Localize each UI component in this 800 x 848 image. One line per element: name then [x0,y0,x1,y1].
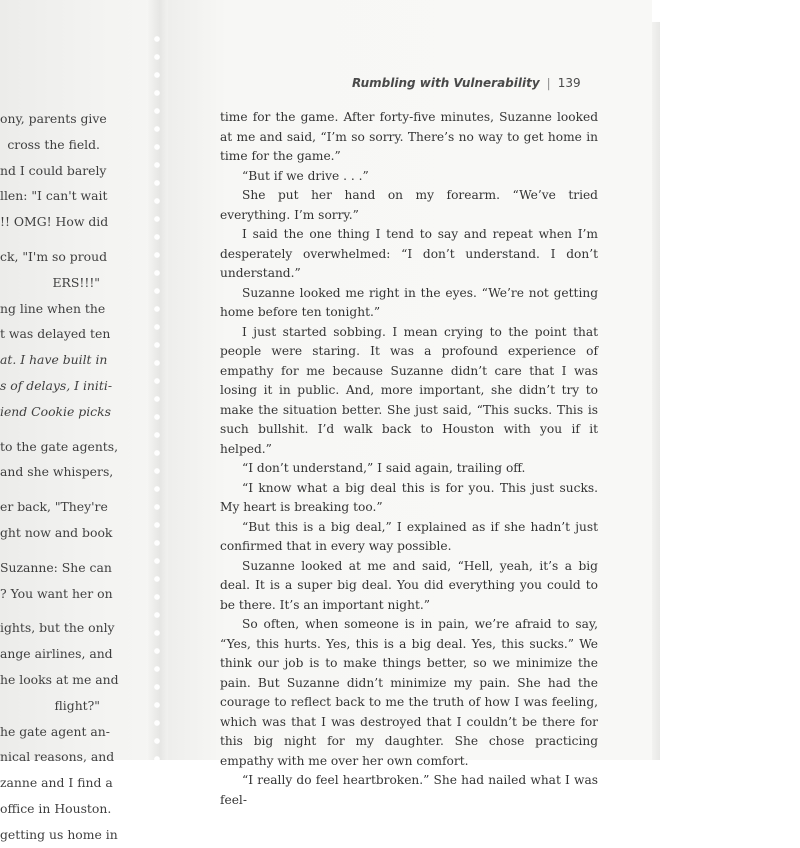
paragraph: She put her hand on my forearm. “We’ve tried everything. I’m sorry.” [220,188,598,222]
paragraph: “I don’t understand,” I said again, trailing off. [242,461,526,475]
left-page-line: office in Houston. [0,800,112,816]
paragraph: “I really do feel heartbroken.” She had nailed what I was feel- [220,773,598,807]
left-page-line: he gate agent an- [0,723,110,739]
paragraph: time for the game. After forty-five minutes, Suzanne looked at me and said, “I’m so sorry. There’s no way to get home in time for the game.” [220,110,598,163]
paragraph: “I know what a big deal this is for you. This just sucks. My heart is breaking too.” [220,480,598,514]
left-page-line: nd I could barely [0,162,107,178]
left-page-line: cross the field. [7,136,100,152]
left-page-line: he looks at me and [0,671,119,687]
left-page-line: s of delays, I initi- [0,377,112,393]
left-page-line: !! OMG! How did [0,214,109,230]
paragraph: So often, when someone is in pain, we’re afraid to say, “Yes, this hurts. Yes, this is a big deal. Yes, this sucks.” We think our job is to make things better, so we minimize the pain. But Suzanne didn’t minimize my pain. She had the courage to reflect back to me the truth of how I was feeling, which was that I was destroyed that I couldn’t be there for this big night for my daughter. She chose practicing empathy with me over her own comfort. [220,617,598,768]
left-page-line: to the gate agents, [0,438,119,454]
paragraph: Suzanne looked me right in the eyes. “We’re not getting home before ten tonight.” [220,285,598,319]
left-page-line: at. I have built in [0,352,108,368]
left-page-line: ony, parents give [0,111,107,126]
header-separator: | [546,76,551,90]
paragraph: Suzanne looked at me and said, “Hell, yeah, it’s a big deal. It is a super big deal. You did everything you could to be there. It’s an important night.” [220,558,598,612]
left-page-line: er back, "They're [0,499,108,515]
chapter-title: Rumbling with Vulnerability [352,76,540,90]
page-number: 139 [557,76,581,90]
left-page [0,0,160,842]
paragraph: I said the one thing I tend to say and repeat when I’m desperately overwhelmed: “I don’t understand. I don’t understand.” [220,227,598,280]
left-page-line: zanne and I find a [0,775,113,791]
left-page-line: ght now and book [0,524,113,540]
left-page-line: nical reasons, and [0,749,115,765]
left-page-line: t was delayed ten [0,326,111,342]
paragraph: I just started sobbing. I mean crying to the point that people were staring. It was a profound experience of empathy for me because Suzanne didn’t care that I was losing it in public. And, more important, she didn’t try to make the situation better. She just said, “This sucks. This is such bullshit. I’d walk back to Houston with you if it helped.” [220,324,598,456]
left-page-line: llen: "I can't wait [0,188,108,204]
page-edge [652,22,660,760]
left-page-line: ck, "I'm so proud [0,248,107,264]
running-header [352,76,598,90]
paragraph: “But if we drive . . .” [242,168,369,183]
left-page-line: and she whispers, [0,464,114,480]
left-page-line: ERS!!!" [52,274,100,290]
left-page-line: ange airlines, and [0,646,113,662]
left-page-line: iend Cookie picks [0,403,111,419]
left-page-line: flight?" [54,697,100,713]
body-text [220,108,598,810]
left-page-line: Suzanne: She can [0,559,112,575]
left-page-line: getting us home in [0,826,118,842]
spiral-binding [152,30,162,760]
left-page-line: ights, but the only [0,620,115,636]
paragraph: “But this is a big deal,” I explained as if she hadn’t just confirmed that in every way possible. [220,519,598,553]
left-page-line: ? You want her on [0,585,113,601]
left-page-line: ng line when the [0,300,106,316]
